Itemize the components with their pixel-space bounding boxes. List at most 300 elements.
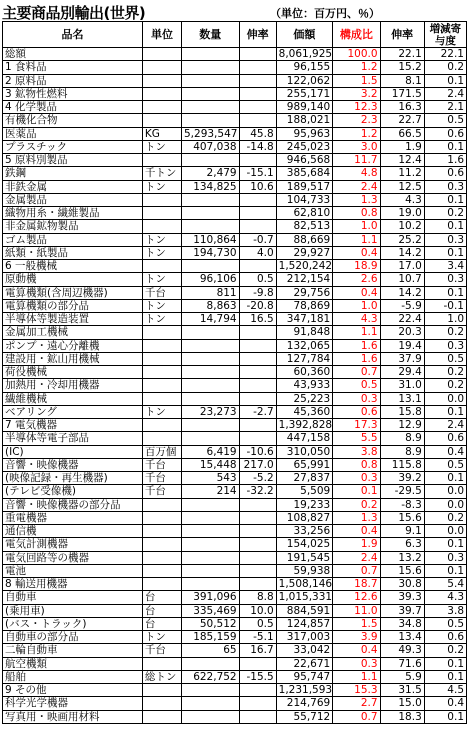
cell-unit[interactable] [142,538,181,551]
cell-contribution[interactable]: 0.2 [424,207,466,220]
cell-value-growth[interactable]: 16.3 [380,101,424,114]
cell-qty-growth[interactable] [239,710,276,723]
cell-name[interactable]: 科学光学機器 [3,697,143,710]
cell-qty-growth[interactable]: 16.5 [239,313,276,326]
cell-name[interactable]: 8 輸送用機器 [3,578,143,591]
cell-contribution[interactable]: 2.4 [424,419,466,432]
cell-unit[interactable]: トン [142,180,181,193]
cell-unit[interactable]: 百万個 [142,445,181,458]
cell-name[interactable]: 電池 [3,564,143,577]
cell-value-growth[interactable]: 115.8 [380,458,424,471]
cell-value[interactable]: 884,591 [276,604,333,617]
cell-share[interactable]: 4.3 [333,313,380,326]
cell-value-growth[interactable]: 39.2 [380,472,424,485]
header-name[interactable]: 品名 [3,22,143,48]
cell-value[interactable]: 108,827 [276,511,333,524]
cell-share[interactable]: 0.6 [333,405,380,418]
cell-share[interactable]: 3.2 [333,87,380,100]
cell-unit[interactable]: KG [142,127,181,140]
cell-value[interactable]: 132,065 [276,339,333,352]
cell-name[interactable]: (映像記録・再生機器) [3,472,143,485]
cell-value-growth[interactable]: 18.3 [380,710,424,723]
cell-qty[interactable]: 134,825 [182,180,240,193]
cell-contribution[interactable]: 0.3 [424,273,466,286]
cell-share[interactable]: 0.4 [333,246,380,259]
cell-name[interactable]: 電気計測機器 [3,538,143,551]
cell-value[interactable]: 19,233 [276,498,333,511]
cell-contribution[interactable]: 0.3 [424,551,466,564]
cell-contribution[interactable]: 1.6 [424,154,466,167]
header-qty-growth[interactable]: 伸率 [239,22,276,48]
cell-value-growth[interactable]: 17.0 [380,260,424,273]
cell-share[interactable]: 11.7 [333,154,380,167]
cell-value[interactable]: 127,784 [276,352,333,365]
cell-value-growth[interactable]: -29.5 [380,485,424,498]
cell-qty[interactable]: 65 [182,644,240,657]
cell-value-growth[interactable]: 14.2 [380,246,424,259]
header-contribution[interactable] [424,22,466,48]
cell-value-growth[interactable]: 22.4 [380,313,424,326]
cell-unit[interactable] [142,260,181,273]
cell-unit[interactable] [142,564,181,577]
cell-contribution[interactable]: 0.6 [424,432,466,445]
cell-share[interactable]: 3.9 [333,631,380,644]
cell-name[interactable]: 非鉄金属 [3,180,143,193]
cell-name[interactable]: 自動車 [3,591,143,604]
cell-name[interactable]: 5 原料別製品 [3,154,143,167]
cell-share[interactable]: 0.1 [333,485,380,498]
cell-unit[interactable] [142,87,181,100]
cell-value[interactable]: 55,712 [276,710,333,723]
cell-qty-growth[interactable] [239,432,276,445]
cell-value-growth[interactable]: 15.2 [380,61,424,74]
cell-contribution[interactable]: 0.1 [424,670,466,683]
cell-value[interactable]: 22,671 [276,657,333,670]
cell-unit[interactable] [142,114,181,127]
cell-qty[interactable] [182,564,240,577]
cell-share[interactable]: 2.4 [333,180,380,193]
cell-share[interactable]: 0.8 [333,207,380,220]
cell-share[interactable]: 0.2 [333,498,380,511]
cell-qty-growth[interactable]: -20.8 [239,299,276,312]
cell-contribution[interactable]: 0.1 [424,74,466,87]
cell-share[interactable]: 0.3 [333,657,380,670]
cell-contribution[interactable]: 0.1 [424,564,466,577]
cell-contribution[interactable]: 0.1 [424,710,466,723]
cell-name[interactable]: (IC) [3,445,143,458]
cell-value[interactable]: 1,015,331 [276,591,333,604]
cell-qty[interactable] [182,260,240,273]
cell-value[interactable]: 1,508,146 [276,578,333,591]
cell-name[interactable]: 金属加工機械 [3,326,143,339]
cell-unit[interactable]: トン [142,299,181,312]
cell-name[interactable]: 加熱用・冷却用機器 [3,379,143,392]
cell-unit[interactable] [142,697,181,710]
cell-name[interactable]: ポンプ・遠心分離機 [3,339,143,352]
cell-qty[interactable]: 622,752 [182,670,240,683]
cell-qty-growth[interactable]: 4.0 [239,246,276,259]
cell-name[interactable]: (乗用車) [3,604,143,617]
cell-contribution[interactable]: 0.2 [424,511,466,524]
cell-share[interactable]: 0.3 [333,392,380,405]
cell-contribution[interactable]: 0.0 [424,498,466,511]
cell-qty-growth[interactable]: 0.5 [239,617,276,630]
cell-unit[interactable]: トン [142,631,181,644]
cell-qty[interactable] [182,511,240,524]
cell-qty[interactable]: 14,794 [182,313,240,326]
cell-contribution[interactable]: 0.1 [424,472,466,485]
cell-value-growth[interactable]: 19.4 [380,339,424,352]
cell-qty[interactable] [182,193,240,206]
cell-value[interactable]: 989,140 [276,101,333,114]
cell-value[interactable]: 122,062 [276,74,333,87]
cell-contribution[interactable]: 0.1 [424,657,466,670]
cell-qty[interactable] [182,326,240,339]
cell-unit[interactable]: 千台 [142,644,181,657]
cell-value-growth[interactable]: 15.6 [380,564,424,577]
cell-qty[interactable] [182,379,240,392]
cell-qty[interactable]: 194,730 [182,246,240,259]
cell-name[interactable]: ゴム製品 [3,233,143,246]
cell-contribution[interactable]: 0.5 [424,458,466,471]
cell-value[interactable]: 82,513 [276,220,333,233]
cell-unit[interactable]: トン [142,140,181,153]
cell-value[interactable]: 1,231,593 [276,684,333,697]
cell-qty[interactable]: 335,469 [182,604,240,617]
cell-name[interactable]: 写真用・映画用材料 [3,710,143,723]
cell-contribution[interactable]: 22.1 [424,48,466,61]
cell-contribution[interactable]: 0.1 [424,246,466,259]
cell-name[interactable]: 半導体等製造装置 [3,313,143,326]
cell-qty-growth[interactable] [239,697,276,710]
cell-qty-growth[interactable] [239,154,276,167]
cell-share[interactable]: 100.0 [333,48,380,61]
cell-value[interactable]: 188,021 [276,114,333,127]
cell-contribution[interactable]: 2.1 [424,101,466,114]
cell-name[interactable]: 電気回路等の機器 [3,551,143,564]
cell-value-growth[interactable]: 4.3 [380,193,424,206]
cell-share[interactable]: 1.3 [333,511,380,524]
cell-qty-growth[interactable] [239,193,276,206]
cell-name[interactable]: 航空機類 [3,657,143,670]
cell-contribution[interactable]: 0.3 [424,339,466,352]
cell-qty-growth[interactable] [239,419,276,432]
cell-qty[interactable] [182,684,240,697]
cell-qty-growth[interactable] [239,61,276,74]
cell-qty-growth[interactable] [239,101,276,114]
cell-name[interactable]: 紙類・紙製品 [3,246,143,259]
cell-value-growth[interactable]: 6.3 [380,538,424,551]
cell-qty-growth[interactable] [239,379,276,392]
cell-unit[interactable] [142,366,181,379]
cell-contribution[interactable]: 0.5 [424,352,466,365]
cell-qty-growth[interactable]: 10.0 [239,604,276,617]
cell-value-growth[interactable]: -8.3 [380,498,424,511]
cell-contribution[interactable]: 0.6 [424,127,466,140]
cell-contribution[interactable]: 4.5 [424,684,466,697]
cell-value-growth[interactable]: 22.7 [380,114,424,127]
cell-qty[interactable]: 96,106 [182,273,240,286]
cell-name[interactable]: プラスチック [3,140,143,153]
cell-unit[interactable] [142,193,181,206]
cell-value[interactable]: 25,223 [276,392,333,405]
cell-value-growth[interactable]: 15.6 [380,511,424,524]
cell-share[interactable]: 1.5 [333,617,380,630]
cell-qty[interactable] [182,366,240,379]
cell-unit[interactable]: 台 [142,591,181,604]
cell-qty[interactable]: 15,448 [182,458,240,471]
cell-contribution[interactable]: 0.1 [424,286,466,299]
cell-qty[interactable]: 543 [182,472,240,485]
cell-value-growth[interactable]: 31.5 [380,684,424,697]
cell-value-growth[interactable]: 37.9 [380,352,424,365]
cell-value-growth[interactable]: 49.3 [380,644,424,657]
cell-share[interactable]: 1.6 [333,339,380,352]
cell-qty[interactable] [182,61,240,74]
cell-share[interactable]: 0.4 [333,286,380,299]
cell-qty-growth[interactable] [239,498,276,511]
cell-qty-growth[interactable] [239,207,276,220]
cell-name[interactable]: 金属製品 [3,193,143,206]
cell-qty-growth[interactable] [239,114,276,127]
cell-value-growth[interactable]: 13.1 [380,392,424,405]
cell-value-growth[interactable]: 10.2 [380,220,424,233]
cell-qty[interactable] [182,74,240,87]
cell-unit[interactable] [142,220,181,233]
cell-value-growth[interactable]: 39.3 [380,591,424,604]
cell-contribution[interactable]: 0.1 [424,538,466,551]
cell-share[interactable]: 3.0 [333,140,380,153]
cell-contribution[interactable]: 0.4 [424,697,466,710]
cell-value[interactable]: 65,991 [276,458,333,471]
cell-name[interactable]: 繊維機械 [3,392,143,405]
cell-qty-growth[interactable]: -9.8 [239,286,276,299]
cell-value[interactable]: 154,025 [276,538,333,551]
cell-contribution[interactable]: 3.8 [424,604,466,617]
cell-share[interactable]: 0.3 [333,472,380,485]
cell-name[interactable]: 4 化学製品 [3,101,143,114]
cell-name[interactable]: 半導体等電子部品 [3,432,143,445]
cell-qty-growth[interactable]: -15.5 [239,670,276,683]
cell-qty-growth[interactable] [239,551,276,564]
cell-share[interactable]: 2.7 [333,697,380,710]
cell-qty[interactable] [182,114,240,127]
cell-value-growth[interactable]: 29.4 [380,366,424,379]
cell-qty-growth[interactable]: 45.8 [239,127,276,140]
cell-qty-growth[interactable]: 217.0 [239,458,276,471]
cell-value-growth[interactable]: 15.8 [380,405,424,418]
cell-name[interactable]: 非金属鉱物製品 [3,220,143,233]
cell-value[interactable]: 96,155 [276,61,333,74]
cell-contribution[interactable]: -0.1 [424,299,466,312]
cell-value-growth[interactable]: 1.9 [380,140,424,153]
cell-unit[interactable] [142,326,181,339]
cell-value-growth[interactable]: -5.9 [380,299,424,312]
cell-unit[interactable]: トン [142,313,181,326]
cell-share[interactable]: 0.7 [333,710,380,723]
cell-value-growth[interactable]: 14.2 [380,286,424,299]
cell-unit[interactable]: トン [142,405,181,418]
cell-qty-growth[interactable]: -5.1 [239,631,276,644]
cell-value-growth[interactable]: 30.8 [380,578,424,591]
cell-qty-growth[interactable] [239,392,276,405]
cell-value-growth[interactable]: 31.0 [380,379,424,392]
cell-contribution[interactable]: 0.5 [424,114,466,127]
cell-value-growth[interactable]: 25.2 [380,233,424,246]
cell-qty-growth[interactable] [239,564,276,577]
cell-name[interactable]: 2 原料品 [3,74,143,87]
cell-name[interactable]: 原動機 [3,273,143,286]
cell-share[interactable]: 2.4 [333,551,380,564]
cell-value[interactable]: 347,181 [276,313,333,326]
cell-share[interactable]: 0.8 [333,458,380,471]
cell-contribution[interactable]: 0.4 [424,445,466,458]
cell-unit[interactable] [142,154,181,167]
header-qty[interactable]: 数量 [182,22,240,48]
cell-name[interactable]: 二輪自動車 [3,644,143,657]
cell-value-growth[interactable]: 171.5 [380,87,424,100]
cell-unit[interactable]: 総トン [142,670,181,683]
cell-qty[interactable]: 6,419 [182,445,240,458]
cell-value[interactable]: 43,933 [276,379,333,392]
cell-unit[interactable] [142,419,181,432]
cell-value[interactable]: 33,256 [276,525,333,538]
cell-name[interactable]: 総額 [3,48,143,61]
cell-contribution[interactable]: 0.2 [424,366,466,379]
cell-qty-growth[interactable] [239,352,276,365]
cell-value-growth[interactable]: 71.6 [380,657,424,670]
cell-qty[interactable] [182,48,240,61]
cell-value[interactable]: 124,857 [276,617,333,630]
cell-value-growth[interactable]: 15.0 [380,697,424,710]
cell-contribution[interactable]: 0.2 [424,61,466,74]
cell-value-growth[interactable]: 12.5 [380,180,424,193]
cell-contribution[interactable]: 2.4 [424,87,466,100]
cell-contribution[interactable]: 0.0 [424,485,466,498]
cell-qty-growth[interactable] [239,578,276,591]
cell-qty-growth[interactable]: -5.2 [239,472,276,485]
cell-share[interactable]: 4.8 [333,167,380,180]
cell-qty-growth[interactable] [239,74,276,87]
cell-qty-growth[interactable] [239,366,276,379]
cell-qty[interactable]: 23,273 [182,405,240,418]
cell-value[interactable]: 385,684 [276,167,333,180]
cell-name[interactable]: 建設用・鉱山用機械 [3,352,143,365]
cell-share[interactable]: 12.6 [333,591,380,604]
cell-qty-growth[interactable] [239,684,276,697]
cell-share[interactable]: 15.3 [333,684,380,697]
cell-value[interactable]: 946,568 [276,154,333,167]
cell-value[interactable]: 5,509 [276,485,333,498]
cell-value[interactable]: 29,927 [276,246,333,259]
cell-name[interactable]: 音響・映像機器 [3,458,143,471]
cell-value-growth[interactable]: 9.1 [380,525,424,538]
cell-qty-growth[interactable]: -15.1 [239,167,276,180]
cell-qty[interactable]: 391,096 [182,591,240,604]
cell-qty-growth[interactable] [239,657,276,670]
cell-qty-growth[interactable]: 10.6 [239,180,276,193]
cell-contribution[interactable]: 5.4 [424,578,466,591]
cell-value-growth[interactable]: 12.9 [380,419,424,432]
cell-share[interactable]: 12.3 [333,101,380,114]
cell-value[interactable]: 1,392,828 [276,419,333,432]
cell-value[interactable]: 104,733 [276,193,333,206]
cell-value[interactable]: 88,669 [276,233,333,246]
cell-name[interactable]: 電算機類の部分品 [3,299,143,312]
cell-name[interactable]: 荷役機械 [3,366,143,379]
cell-name[interactable]: 3 鉱物性燃料 [3,87,143,100]
cell-unit[interactable]: 台 [142,617,181,630]
cell-value[interactable]: 317,003 [276,631,333,644]
cell-qty-growth[interactable] [239,220,276,233]
cell-qty-growth[interactable] [239,339,276,352]
cell-contribution[interactable]: 0.3 [424,233,466,246]
cell-share[interactable]: 1.9 [333,538,380,551]
cell-value-growth[interactable]: 39.7 [380,604,424,617]
cell-share[interactable]: 1.0 [333,220,380,233]
cell-qty[interactable]: 811 [182,286,240,299]
cell-qty-growth[interactable]: -10.6 [239,445,276,458]
cell-share[interactable]: 18.7 [333,578,380,591]
cell-value[interactable]: 214,769 [276,697,333,710]
cell-value[interactable]: 447,158 [276,432,333,445]
cell-value[interactable]: 33,042 [276,644,333,657]
cell-value-growth[interactable]: 8.9 [380,432,424,445]
cell-name[interactable]: 船舶 [3,670,143,683]
cell-unit[interactable] [142,511,181,524]
cell-qty[interactable]: 110,864 [182,233,240,246]
cell-qty-growth[interactable]: 0.5 [239,273,276,286]
cell-value[interactable]: 95,963 [276,127,333,140]
cell-name[interactable]: 自動車の部分品 [3,631,143,644]
cell-value-growth[interactable]: 5.9 [380,670,424,683]
cell-name[interactable]: 鉄鋼 [3,167,143,180]
cell-contribution[interactable]: 0.5 [424,617,466,630]
cell-qty[interactable] [182,207,240,220]
cell-share[interactable]: 3.8 [333,445,380,458]
cell-unit[interactable] [142,432,181,445]
cell-qty[interactable] [182,710,240,723]
cell-value[interactable]: 95,747 [276,670,333,683]
cell-share[interactable]: 1.6 [333,352,380,365]
cell-qty-growth[interactable] [239,87,276,100]
cell-share[interactable]: 0.4 [333,525,380,538]
cell-value[interactable]: 59,938 [276,564,333,577]
cell-unit[interactable] [142,498,181,511]
cell-name[interactable]: (バス・トラック) [3,617,143,630]
cell-unit[interactable] [142,392,181,405]
cell-share[interactable]: 0.5 [333,379,380,392]
cell-value-growth[interactable]: 13.4 [380,631,424,644]
cell-value-growth[interactable]: 8.9 [380,445,424,458]
cell-value-growth[interactable]: 11.2 [380,167,424,180]
cell-value[interactable]: 310,050 [276,445,333,458]
cell-name[interactable]: 6 一般機械 [3,260,143,273]
cell-value[interactable]: 212,154 [276,273,333,286]
cell-value-growth[interactable]: 8.1 [380,74,424,87]
cell-share[interactable]: 17.3 [333,419,380,432]
cell-unit[interactable] [142,379,181,392]
cell-qty[interactable] [182,432,240,445]
cell-unit[interactable] [142,657,181,670]
header-unit[interactable]: 単位 [142,22,181,48]
cell-name[interactable]: 9 その他 [3,684,143,697]
cell-value[interactable]: 60,360 [276,366,333,379]
cell-qty[interactable] [182,154,240,167]
cell-qty-growth[interactable] [239,538,276,551]
cell-name[interactable]: 電算機類(含周辺機器) [3,286,143,299]
cell-share[interactable]: 1.1 [333,670,380,683]
